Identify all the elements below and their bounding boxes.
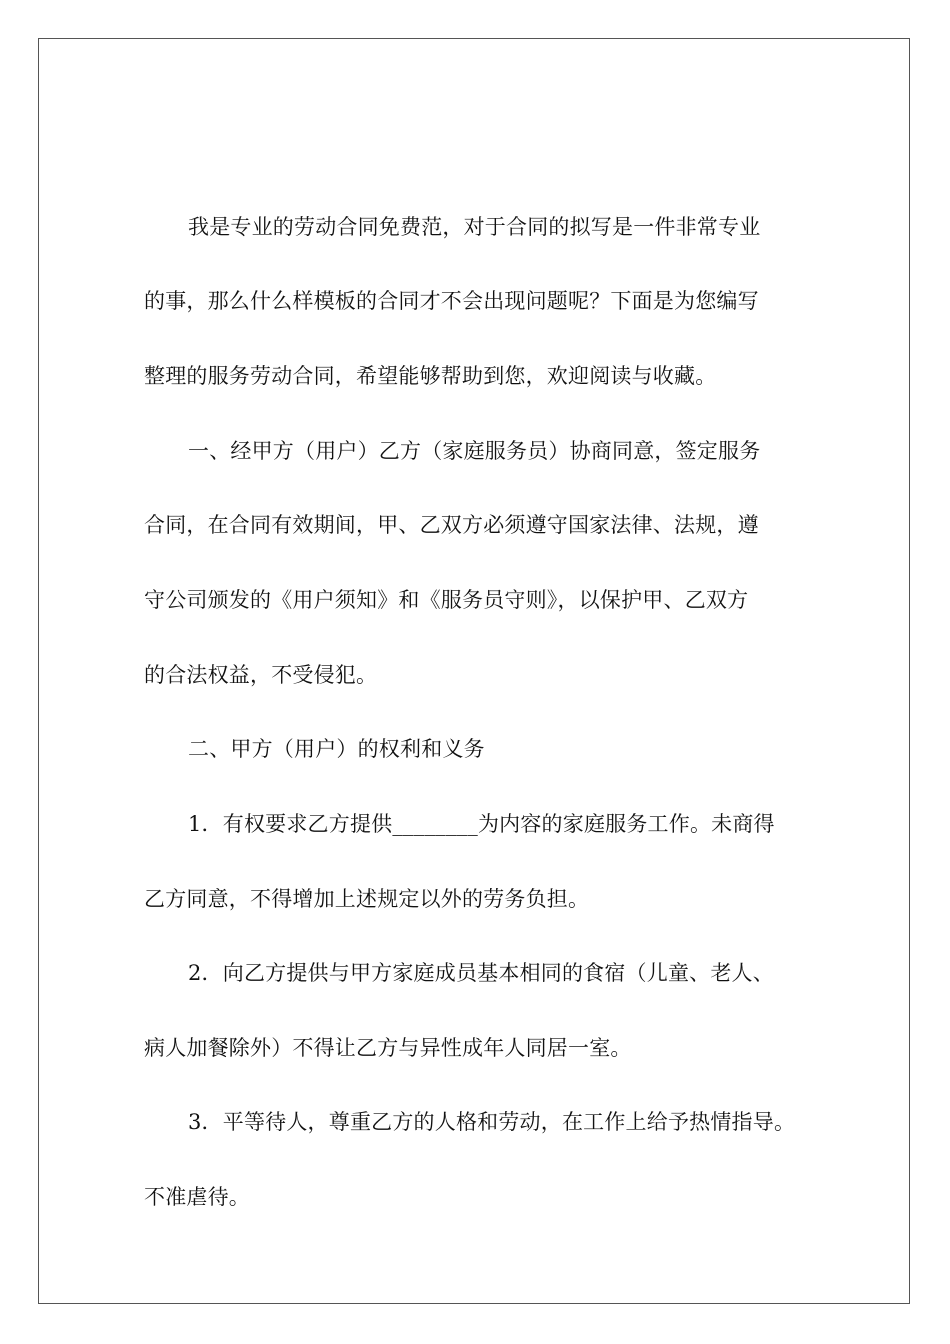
clause-1-line-3: 守公司颁发的《用户须知》和《服务员守则》，以保护甲、乙双方 xyxy=(144,588,749,612)
item-2-line-2: 病人加餐除外）不得让乙方与异性成年人同居一室。 xyxy=(144,1036,632,1060)
clause-1-line-4: 的合法权益，不受侵犯。 xyxy=(144,663,378,687)
intro-line-1: 我是专业的劳动合同免费范，对于合同的拟写是一件非常专业 xyxy=(188,215,761,239)
clause-1-line-1: 一、经甲方（用户）乙方（家庭服务员）协商同意，签定服务 xyxy=(188,439,761,463)
item-3-line-2: 不准虐待。 xyxy=(144,1185,250,1209)
item-2-line-1: 2．向乙方提供与甲方家庭成员基本相同的食宿（儿童、老人、 xyxy=(188,961,774,985)
item-1-line-1: 1．有权要求乙方提供________为内容的家庭服务工作。未商得 xyxy=(188,812,775,836)
item-3-line-1: 3．平等待人，尊重乙方的人格和劳动，在工作上给予热情指导。 xyxy=(188,1110,796,1134)
intro-line-2: 的事，那么什么样模板的合同才不会出现问题呢？下面是为您编写 xyxy=(144,289,759,313)
item-1-line-2: 乙方同意，不得增加上述规定以外的劳务负担。 xyxy=(144,887,590,911)
intro-line-3: 整理的服务劳动合同，希望能够帮助到您，欢迎阅读与收藏。 xyxy=(144,364,717,388)
clause-1-line-2: 合同，在合同有效期间，甲、乙双方必须遵守国家法律、法规，遵 xyxy=(144,513,759,537)
section-2-heading: 二、甲方（用户）的权利和义务 xyxy=(188,737,485,761)
